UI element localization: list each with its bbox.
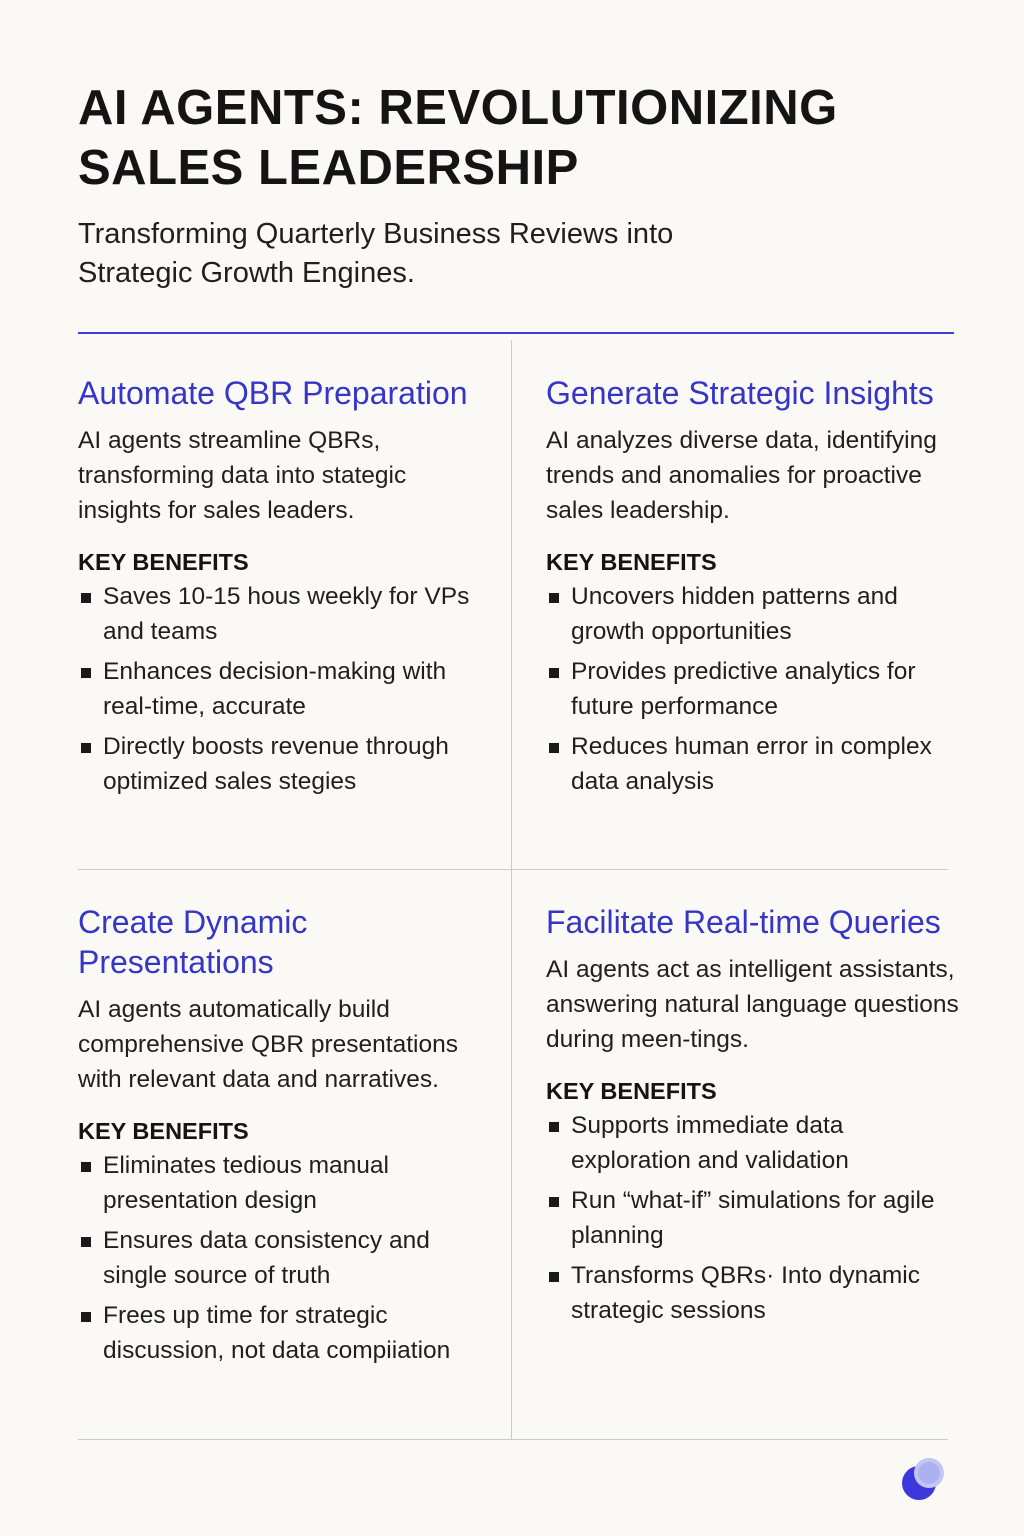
section-generate-strategic-insights — [546, 373, 964, 804]
section-title: Generate Strategic Insights — [546, 375, 934, 411]
benefit-text: Enhances decision-making with real-time, accurate — [103, 658, 447, 720]
section-description: AI agents automatically build comprehensive QBR presentations with relevant data and narratives. — [78, 996, 458, 1093]
benefit-text: Reduces human error in complex data analysis — [571, 733, 932, 795]
square-bullet-icon — [81, 743, 91, 753]
benefits-list — [78, 579, 496, 799]
benefit-item — [78, 1298, 496, 1368]
vertical-divider — [511, 340, 512, 1440]
key-benefits-label: KEY BENEFITS — [78, 549, 249, 575]
middle-divider — [78, 869, 948, 870]
section-description: AI analyzes diverse data, identifying trends and anomalies for proactive sales leadership. — [546, 427, 937, 524]
benefit-item — [78, 1223, 496, 1293]
square-bullet-icon — [549, 593, 559, 603]
section-description: AI agents streamline QBRs, transforming data into stategic insights for sales leaders. — [78, 427, 407, 524]
square-bullet-icon — [549, 1272, 559, 1282]
benefit-text: Ensures data consistency and single source of truth — [103, 1227, 430, 1289]
page-subtitle: Transforming Quarterly Business Reviews into Strategic Growth Engines. — [78, 218, 674, 289]
benefit-text: Directly boosts revenue through optimized sales stegies — [103, 733, 449, 795]
square-bullet-icon — [549, 1122, 559, 1132]
square-bullet-icon — [81, 1162, 91, 1172]
benefit-item — [546, 1183, 964, 1253]
section-title: Facilitate Real-time Queries — [546, 904, 941, 940]
benefit-text: Uncovers hidden patterns and growth opportunities — [571, 583, 898, 645]
benefit-item — [546, 1258, 964, 1328]
key-benefits-label: KEY BENEFITS — [78, 1118, 249, 1144]
square-bullet-icon — [81, 668, 91, 678]
section-description: AI agents act as intelligent assistants, answering natural language questions during meen-tings. — [546, 956, 959, 1053]
page-title: AI AGENTS: REVOLUTIONIZING SALES LEADERSHIP — [78, 81, 838, 195]
benefit-item — [78, 654, 496, 724]
bottom-divider — [78, 1439, 948, 1440]
benefit-text: Transforms QBRs· Into dynamic strategic sessions — [571, 1262, 920, 1324]
benefits-list — [546, 579, 964, 799]
square-bullet-icon — [81, 593, 91, 603]
benefit-item — [78, 729, 496, 799]
square-bullet-icon — [81, 1312, 91, 1322]
benefit-text: Eliminates tedious manual presentation design — [103, 1152, 389, 1214]
square-bullet-icon — [81, 1237, 91, 1247]
section-title: Create Dynamic Presentations — [78, 904, 308, 980]
square-bullet-icon — [549, 743, 559, 753]
square-bullet-icon — [549, 668, 559, 678]
benefit-text: Run “what-if” simulations for agile planning — [571, 1187, 935, 1249]
square-bullet-icon — [549, 1197, 559, 1207]
header-divider — [78, 332, 954, 334]
moon-circles-logo-icon — [898, 1455, 948, 1505]
benefit-text: Supports immediate data exploration and validation — [571, 1112, 849, 1174]
benefit-item — [78, 1148, 496, 1218]
benefits-list — [546, 1108, 964, 1328]
benefit-item — [546, 1108, 964, 1178]
benefit-item — [78, 579, 496, 649]
benefit-item — [546, 579, 964, 649]
benefit-text: Saves 10-15 hous weekly for VPs and teams — [103, 583, 470, 645]
key-benefits-label: KEY BENEFITS — [546, 1078, 717, 1104]
section-automate-qbr-preparation — [78, 373, 496, 804]
benefit-text: Frees up time for strategic discussion, not data compiiation — [103, 1302, 451, 1364]
benefit-item — [546, 729, 964, 799]
benefit-item — [546, 654, 964, 724]
benefits-list — [78, 1148, 496, 1368]
section-facilitate-real-time-queries — [546, 902, 964, 1333]
section-create-dynamic-presentations — [78, 902, 496, 1373]
benefit-text: Provides predictive analytics for future performance — [571, 658, 916, 720]
section-title: Automate QBR Preparation — [78, 375, 468, 411]
key-benefits-label: KEY BENEFITS — [546, 549, 717, 575]
